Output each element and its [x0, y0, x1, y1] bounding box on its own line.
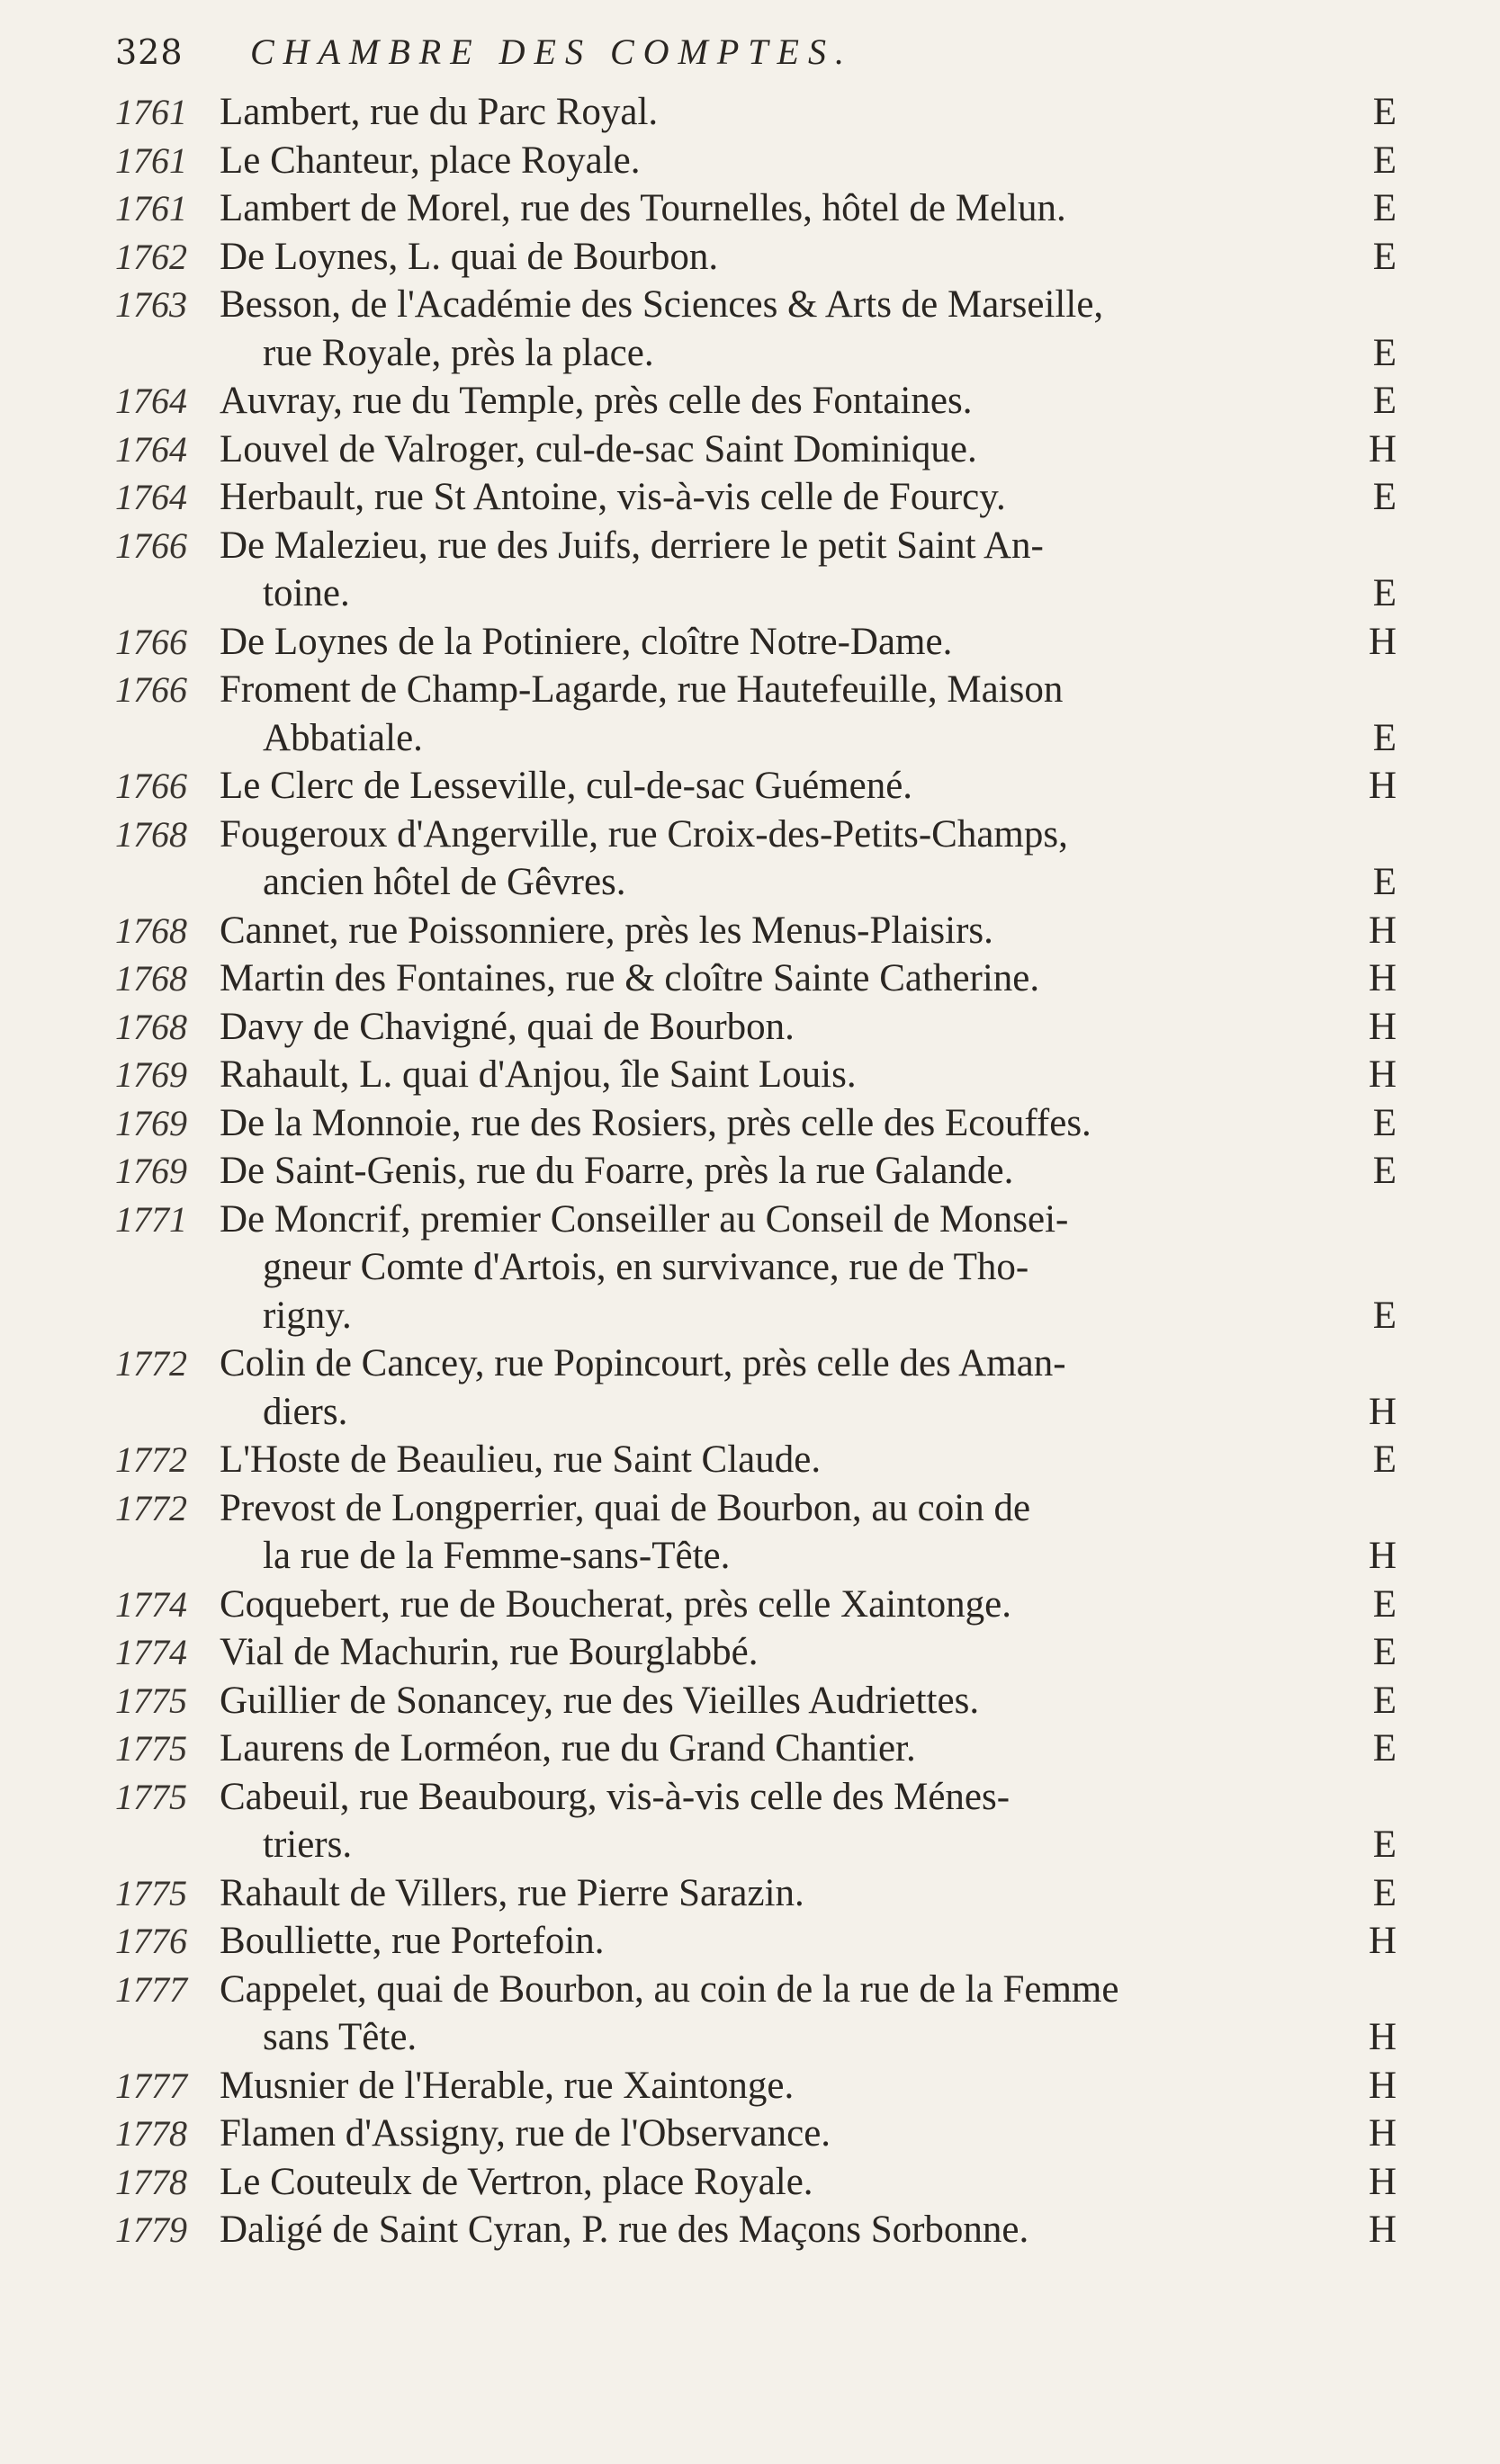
entry-text: gneur Comte d'Artois, en survivance, rue de Tho-	[263, 1246, 1029, 1288]
entry-text: Flamen d'Assigny, rue de l'Observance.	[220, 2112, 831, 2155]
entry-year: 1777	[115, 1968, 187, 2010]
entry-code: E	[1372, 187, 1397, 229]
entry-code: H	[1368, 957, 1397, 999]
entry-body	[220, 1628, 1402, 1677]
entry-year: 1764	[115, 381, 187, 421]
entry-text: Le Chanteur, place Royale.	[220, 139, 641, 182]
entry-text: la rue de la Femme-sans-Tête.	[263, 1535, 731, 1577]
entry-line	[220, 1340, 1402, 1388]
entry-code: E	[1372, 572, 1397, 614]
list-item	[115, 522, 1402, 618]
entry-code: H	[1368, 1005, 1397, 1048]
entry-text: Coquebert, rue de Boucherat, près celle Xaintonge.	[220, 1582, 1011, 1626]
entry-code: E	[1372, 716, 1397, 759]
list-item	[115, 1725, 1402, 1773]
entry-text: Vial de Machurin, rue Bourglabbé.	[220, 1631, 759, 1673]
entry-year: 1766	[115, 766, 187, 806]
entry-line	[220, 88, 1402, 137]
entry-code: E	[1372, 1582, 1397, 1626]
entry-line	[220, 281, 1402, 329]
entry-year: 1774	[115, 1632, 187, 1672]
list-item	[115, 907, 1402, 955]
entry-line	[220, 233, 1402, 282]
entry-line	[220, 1917, 1402, 1966]
entry-text: Cannet, rue Poissonniere, près les Menus-Plaisirs.	[220, 909, 993, 952]
entry-body	[220, 907, 1402, 955]
entry-text: Boulliette, rue Portefoin.	[220, 1920, 605, 1962]
entry-text: rue Royale, près la place.	[263, 331, 654, 374]
list-item	[115, 2062, 1402, 2110]
list-item	[115, 1003, 1402, 1052]
entry-text: Abbatiale.	[263, 716, 423, 759]
entry-code: H	[1368, 2016, 1397, 2058]
entry-line	[220, 811, 1402, 859]
entry-body	[220, 1869, 1402, 1918]
entry-line	[220, 1147, 1402, 1196]
entry-year: 1772	[115, 1343, 187, 1384]
list-item	[115, 1581, 1402, 1629]
entry-text: Prevost de Longperrier, quai de Bourbon, au coin de	[220, 1486, 1031, 1529]
entry-line	[220, 1196, 1402, 1244]
list-item	[115, 1099, 1402, 1148]
entry-body	[220, 1484, 1402, 1581]
entry-line	[220, 1436, 1402, 1484]
entry-line	[220, 2062, 1402, 2110]
page-number: 328	[115, 32, 184, 72]
entry-text: Herbault, rue St Antoine, vis-à-vis celle de Fourcy.	[220, 476, 1006, 518]
entry-code: H	[1368, 1390, 1397, 1433]
entry-year: 1766	[115, 524, 187, 566]
entry-line	[220, 2110, 1402, 2158]
entry-body	[220, 522, 1402, 618]
entry-text: Musnier de l'Herable, rue Xaintonge.	[220, 2064, 795, 2107]
entry-code: E	[1372, 1631, 1397, 1673]
entry-year: 1776	[115, 1921, 187, 1961]
entry-text: rigny.	[263, 1294, 352, 1337]
entry-year: 1771	[115, 1198, 187, 1240]
entry-text: diers.	[263, 1390, 348, 1433]
entry-code: E	[1372, 861, 1397, 903]
entry-text: L'Hoste de Beaulieu, rue Saint Claude.	[220, 1438, 822, 1481]
list-item	[115, 1484, 1402, 1581]
entry-year: 1762	[115, 236, 187, 277]
entry-line	[220, 329, 1402, 378]
entry-line	[220, 1532, 1402, 1581]
list-item	[115, 377, 1402, 426]
entry-code: E	[1372, 1679, 1397, 1722]
entry-line	[220, 1677, 1402, 1725]
entry-body	[220, 1773, 1402, 1869]
entry-year: 1761	[115, 188, 187, 228]
list-item	[115, 1051, 1402, 1099]
entry-line	[220, 1966, 1402, 2014]
entry-code: H	[1368, 765, 1397, 807]
entry-body	[220, 1147, 1402, 1196]
entry-text: Guillier de Sonancey, rue des Vieilles Audriettes.	[220, 1679, 980, 1722]
entry-body	[220, 473, 1402, 522]
entry-line	[220, 1051, 1402, 1099]
entry-text: toine.	[263, 572, 350, 614]
list-item	[115, 762, 1402, 811]
entry-line	[220, 1292, 1402, 1340]
entry-text: Davy de Chavigné, quai de Bourbon.	[220, 1005, 795, 1048]
entry-line	[220, 618, 1402, 667]
entry-line	[220, 1869, 1402, 1918]
entry-text: De Loynes, L. quai de Bourbon.	[220, 235, 719, 278]
list-item	[115, 811, 1402, 907]
entry-line	[220, 1821, 1402, 1869]
entry-body	[220, 233, 1402, 282]
entry-code: E	[1372, 235, 1397, 278]
entry-line	[220, 473, 1402, 522]
entry-code: H	[1368, 2064, 1397, 2107]
entry-year: 1769	[115, 1102, 187, 1143]
entry-year: 1764	[115, 477, 187, 517]
entry-text: Martin des Fontaines, rue & cloître Sainte Catherine.	[220, 957, 1040, 999]
entry-text: Louvel de Valroger, cul-de-sac Saint Dominique.	[220, 427, 977, 470]
entry-line	[220, 137, 1402, 185]
list-item	[115, 954, 1402, 1003]
list-item	[115, 1196, 1402, 1340]
list-item	[115, 88, 1402, 137]
entry-year: 1763	[115, 284, 187, 325]
entry-body	[220, 618, 1402, 667]
entry-year: 1764	[115, 428, 187, 470]
entry-code: E	[1372, 91, 1397, 133]
entry-body	[220, 2206, 1402, 2254]
entry-line	[220, 2206, 1402, 2254]
entry-body	[220, 1436, 1402, 1484]
entry-body	[220, 762, 1402, 811]
list-item	[115, 1628, 1402, 1677]
entry-line	[220, 954, 1402, 1003]
entry-body	[220, 2158, 1402, 2207]
entry-year: 1766	[115, 669, 187, 710]
list-item	[115, 666, 1402, 762]
list-item	[115, 1340, 1402, 1436]
entry-text: Le Couteulx de Vertron, place Royale.	[220, 2160, 813, 2203]
list-item	[115, 1966, 1402, 2062]
entry-body	[220, 1917, 1402, 1966]
list-item	[115, 137, 1402, 185]
entry-year: 1774	[115, 1583, 187, 1625]
entry-text: Rahault de Villers, rue Pierre Sarazin.	[220, 1871, 804, 1914]
entry-code: E	[1372, 380, 1397, 422]
list-item	[115, 184, 1402, 233]
entry-code: H	[1368, 2112, 1397, 2155]
list-item	[115, 473, 1402, 522]
entry-body	[220, 2062, 1402, 2110]
entry-line	[220, 1243, 1402, 1292]
entry-code: E	[1372, 331, 1397, 374]
entry-line	[220, 377, 1402, 426]
entry-year: 1775	[115, 1776, 187, 1817]
entry-year: 1768	[115, 909, 187, 951]
entry-body	[220, 1003, 1402, 1052]
list-item	[115, 618, 1402, 667]
entry-list	[115, 88, 1402, 2254]
entry-year: 1775	[115, 1680, 187, 1721]
entry-code: H	[1368, 620, 1397, 663]
entry-text: Froment de Champ-Lagarde, rue Hautefeuille, Maison	[220, 668, 1064, 711]
entry-code: H	[1368, 2160, 1397, 2203]
entry-text: Auvray, rue du Temple, près celle des Fontaines.	[220, 380, 973, 422]
entry-code: E	[1372, 1727, 1397, 1770]
entry-line	[220, 666, 1402, 714]
entry-line	[220, 1773, 1402, 1822]
entry-line	[220, 184, 1402, 233]
list-item	[115, 1147, 1402, 1196]
entry-year: 1768	[115, 1006, 187, 1047]
entry-text: De Loynes de la Potiniere, cloître Notre-Dame.	[220, 620, 953, 663]
entry-text: Fougeroux d'Angerville, rue Croix-des-Petits-Champs,	[220, 812, 1068, 856]
list-item	[115, 1917, 1402, 1966]
entry-body	[220, 137, 1402, 185]
entry-code: H	[1368, 909, 1397, 952]
entry-year: 1777	[115, 2065, 187, 2106]
entry-body	[220, 377, 1402, 426]
entry-text: De Saint-Genis, rue du Foarre, près la rue Galande.	[220, 1150, 1014, 1192]
list-item	[115, 1677, 1402, 1725]
entry-body	[220, 426, 1402, 474]
entry-code: H	[1368, 1053, 1397, 1096]
entry-body	[220, 1340, 1402, 1436]
list-item	[115, 2206, 1402, 2254]
entry-text: Rahault, L. quai d'Anjou, île Saint Louis.	[220, 1053, 857, 1096]
entry-code: E	[1372, 1150, 1397, 1192]
entry-text: Besson, de l'Académie des Sciences & Arts de Marseille,	[220, 283, 1104, 326]
list-item	[115, 1773, 1402, 1869]
entry-year: 1768	[115, 958, 187, 999]
entry-year: 1779	[115, 2209, 187, 2250]
running-title: CHAMBRE DES COMPTES.	[250, 31, 853, 72]
entry-body	[220, 1725, 1402, 1773]
entry-code: H	[1368, 1920, 1397, 1962]
entry-code: E	[1372, 1294, 1397, 1337]
list-item	[115, 426, 1402, 474]
entry-year: 1766	[115, 621, 187, 662]
entry-line	[220, 426, 1402, 474]
list-item	[115, 2158, 1402, 2207]
entry-year: 1775	[115, 1872, 187, 1913]
entry-text: Le Clerc de Lesseville, cul-de-sac Guémené.	[220, 765, 913, 807]
entry-text: Laurens de Lorméon, rue du Grand Chantier.	[220, 1727, 916, 1770]
entry-body	[220, 1966, 1402, 2062]
entry-line	[220, 1484, 1402, 1533]
entry-year: 1768	[115, 813, 187, 855]
entry-year: 1778	[115, 2113, 187, 2154]
entry-body	[220, 88, 1402, 137]
entry-text: Daligé de Saint Cyran, P. rue des Maçons Sorbonne.	[220, 2209, 1029, 2251]
entry-code: E	[1372, 1438, 1397, 1481]
entry-body	[220, 666, 1402, 762]
entry-text: Cabeuil, rue Beaubourg, vis-à-vis celle des Ménes-	[220, 1775, 1010, 1818]
list-item	[115, 2110, 1402, 2158]
entry-line	[220, 522, 1402, 570]
entry-code: E	[1372, 476, 1397, 518]
entry-body	[220, 2110, 1402, 2158]
entry-code: H	[1368, 427, 1397, 470]
entry-line	[220, 1003, 1402, 1052]
entry-body	[220, 1581, 1402, 1629]
entry-line	[220, 762, 1402, 811]
entry-body	[220, 811, 1402, 907]
entry-code: E	[1372, 139, 1397, 182]
entry-year: 1769	[115, 1054, 187, 1095]
entry-code: E	[1372, 1823, 1397, 1866]
entry-body	[220, 1196, 1402, 1340]
entry-line	[220, 569, 1402, 618]
entry-code: E	[1372, 1871, 1397, 1914]
entry-year: 1761	[115, 92, 187, 132]
entry-text: Colin de Cancey, rue Popincourt, près celle des Aman-	[220, 1342, 1066, 1384]
entry-text: ancien hôtel de Gêvres.	[263, 861, 626, 903]
list-item	[115, 233, 1402, 282]
entry-body	[220, 1051, 1402, 1099]
entry-code: H	[1368, 2209, 1397, 2251]
entry-body	[220, 281, 1402, 377]
entry-text: De Malezieu, rue des Juifs, derriere le petit Saint An-	[220, 524, 1044, 567]
entry-code: E	[1372, 1101, 1397, 1144]
entry-text: Cappelet, quai de Bourbon, au coin de la rue de la Femme	[220, 1967, 1119, 2011]
list-item	[115, 1436, 1402, 1484]
entry-text: Lambert, rue du Parc Royal.	[220, 91, 659, 133]
entry-code: H	[1368, 1535, 1397, 1577]
entry-line	[220, 714, 1402, 763]
entry-line	[220, 907, 1402, 955]
entry-text: Lambert de Morel, rue des Tournelles, hôtel de Melun.	[220, 187, 1066, 229]
entry-body	[220, 184, 1402, 233]
entry-body	[220, 954, 1402, 1003]
entry-line	[220, 1581, 1402, 1629]
list-item	[115, 281, 1402, 377]
list-item	[115, 1869, 1402, 1918]
running-header	[115, 31, 1195, 85]
entry-text: triers.	[263, 1823, 353, 1866]
entry-line	[220, 1388, 1402, 1437]
entry-line	[220, 858, 1402, 907]
entry-line	[220, 2158, 1402, 2207]
entry-text: De Moncrif, premier Conseiller au Conseil de Monsei-	[220, 1197, 1069, 1241]
entry-year: 1778	[115, 2161, 187, 2202]
entry-line	[220, 1725, 1402, 1773]
entry-text: De la Monnoie, rue des Rosiers, près celle des Ecouffes.	[220, 1101, 1091, 1144]
entry-year: 1772	[115, 1439, 187, 1480]
entry-body	[220, 1677, 1402, 1725]
entry-body	[220, 1099, 1402, 1148]
entry-text: sans Tête.	[263, 2016, 418, 2058]
entry-line	[220, 1099, 1402, 1148]
entry-year: 1761	[115, 139, 187, 181]
entry-line	[220, 1628, 1402, 1677]
entry-line	[220, 2013, 1402, 2062]
entry-year: 1775	[115, 1728, 187, 1769]
entry-year: 1769	[115, 1151, 187, 1191]
entry-year: 1772	[115, 1487, 187, 1528]
